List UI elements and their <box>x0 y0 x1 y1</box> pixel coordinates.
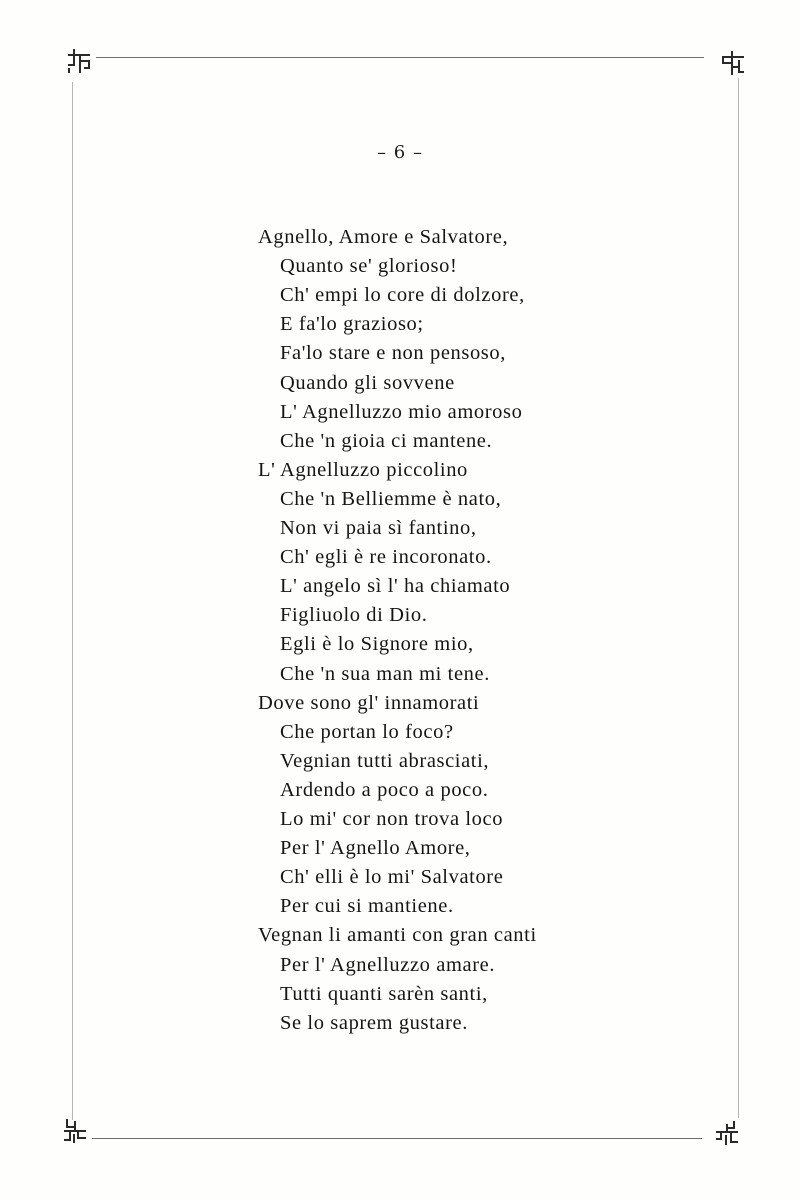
verse-line: Che portan lo foco? <box>280 720 454 743</box>
verse-line: Che 'n Belliemme è nato, <box>280 487 502 510</box>
verse-line: Ch' elli è lo mi' Salvatore <box>280 866 504 889</box>
verse-line: Ch' empi lo core di dolzore, <box>280 284 525 307</box>
verse-line: E fa'lo grazioso; <box>280 313 424 336</box>
verse-line: Se lo saprem gustare. <box>280 1011 468 1034</box>
page-number: – 6 – <box>377 142 423 163</box>
verse-line: Per cui si mantiene. <box>280 895 454 918</box>
verse-line: Agnello, Amore e Salvatore, <box>258 226 509 248</box>
border-right-rule <box>738 78 739 1118</box>
verse-line: Figliuolo di Dio. <box>280 604 428 627</box>
corner-ornament-bottom-right-icon <box>714 1120 740 1146</box>
verse-line: Non vi paia sì fantino, <box>280 517 477 539</box>
verse-line: Che 'n gioia ci mantene. <box>280 429 493 452</box>
verse-line: L' Agnelluzzo piccolino <box>258 458 468 481</box>
corner-ornament-top-left-icon <box>66 48 92 74</box>
border-left-rule <box>72 82 73 1120</box>
verse-line: Vegnian tutti abrasciati, <box>280 749 490 772</box>
verse-line: Vegnan li amanti con gran canti <box>258 924 537 947</box>
border-bottom-rule <box>92 1138 702 1139</box>
border-top-rule <box>96 57 704 58</box>
verse-line: Ardendo a poco a poco. <box>280 778 489 801</box>
verse-line: Ch' egli è re incoronato. <box>280 546 492 569</box>
verse-line: Quanto se' glorioso! <box>280 255 458 278</box>
verse-line: Quando gli sovvene <box>280 371 455 394</box>
verse-line: L' angelo sì l' ha chiamato <box>280 575 511 598</box>
verse-line: Egli è lo Signore mio, <box>280 633 474 656</box>
verse-line: Fa'lo stare e non pensoso, <box>280 342 506 365</box>
verse-line: Dove sono gl' innamorati <box>258 691 480 714</box>
verse-line: Che 'n sua man mi tene. <box>280 662 490 685</box>
verse-line: Lo mi' cor non trova loco <box>280 808 504 830</box>
verse-line: Per l' Agnello Amore, <box>280 837 471 860</box>
corner-ornament-top-right-icon <box>720 50 746 76</box>
corner-ornament-bottom-left-icon <box>62 1118 88 1144</box>
verse-line: L' Agnelluzzo mio amoroso <box>280 400 523 423</box>
verse-line: Per l' Agnelluzzo amare. <box>280 953 496 976</box>
verse-line: Tutti quanti sarèn santi, <box>280 982 488 1005</box>
